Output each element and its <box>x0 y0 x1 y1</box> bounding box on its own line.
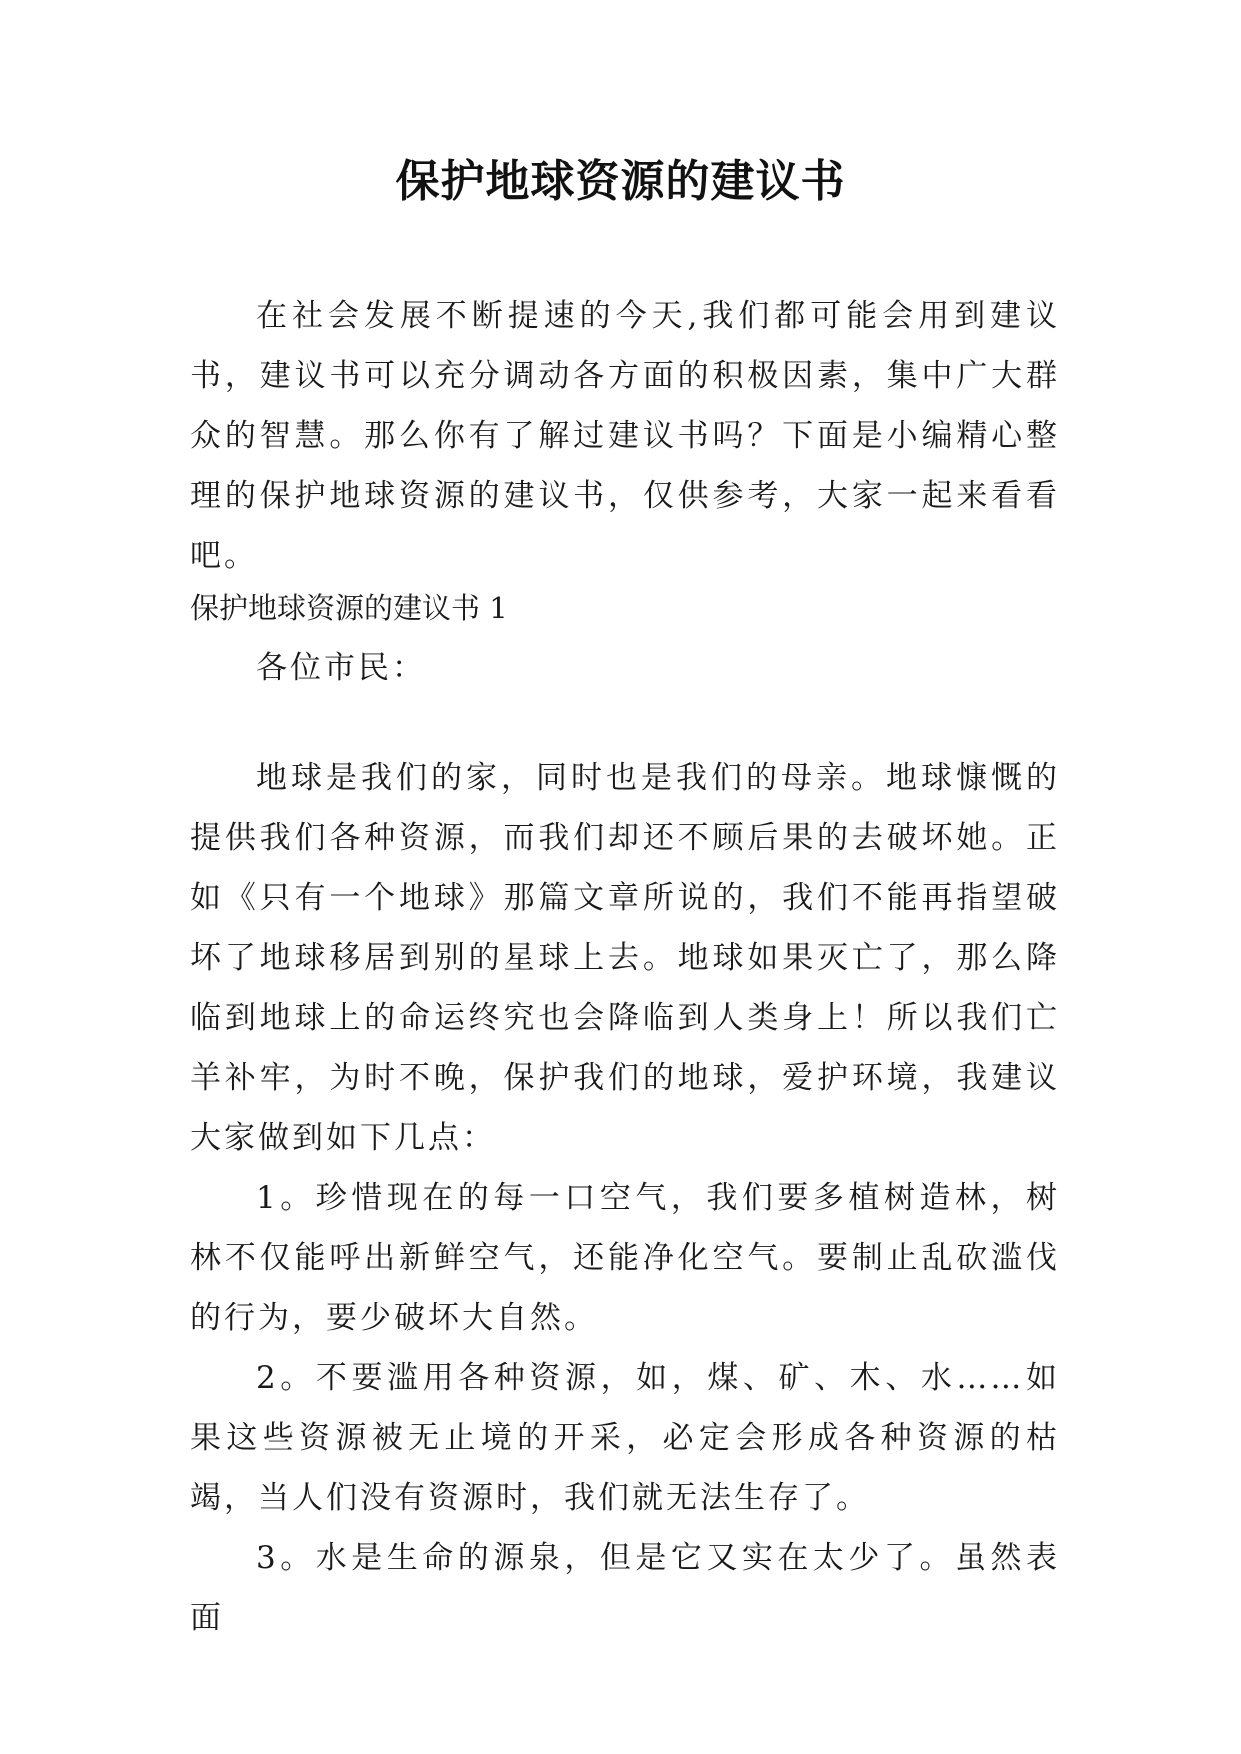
suggestion-2-paragraph: 2。不要滥用各种资源，如，煤、矿、木、水……如果这些资源被无止境的开采，必定会形成各种资源的枯竭，当人们没有资源时，我们就无法生存了。 <box>190 1360 1060 1516</box>
letter-body <box>190 748 1060 1648</box>
body-paragraph: 地球是我们的家，同时也是我们的母亲。地球慷慨的提供我们各种资源，而我们却还不顾后果的去破坏她。正如《只有一个地球》那篇文章所说的，我们不能再指望破坏了地球移居到别的星球上去。地球如果灭亡了，那么降临到地球上的命运终究也会降临到人类身上！所以我们亡羊补牢，为时不晚，保护我们的地球，爱护环境，我建议大家做到如下几点： <box>190 760 1060 1156</box>
suggestion-3-paragraph: 3。水是生命的源泉，但是它又实在太少了。虽然表面 <box>190 1540 1060 1636</box>
document-title: 保护地球资源的建议书 <box>395 156 846 207</box>
suggestion-1-paragraph: 1。珍惜现在的每一口空气，我们要多植树造林，树林不仅能呼出新鲜空气，还能净化空气。要制止乱砍滥伐的行为，要少破坏大自然。 <box>190 1180 1060 1336</box>
section-heading: 保护地球资源的建议书 1 <box>190 591 508 625</box>
intro-paragraph: 在社会发展不断提速的今天,我们都可能会用到建议书，建议书可以充分调动各方面的积极因素，集中广大群众的智慧。那么你有了解过建议书吗？下面是小编精心整理的保护地球资源的建议书，仅供参考，大家一起来看看吧。 <box>190 298 1060 574</box>
salutation: 各位市民： <box>256 650 426 686</box>
intro-section <box>190 286 1060 586</box>
